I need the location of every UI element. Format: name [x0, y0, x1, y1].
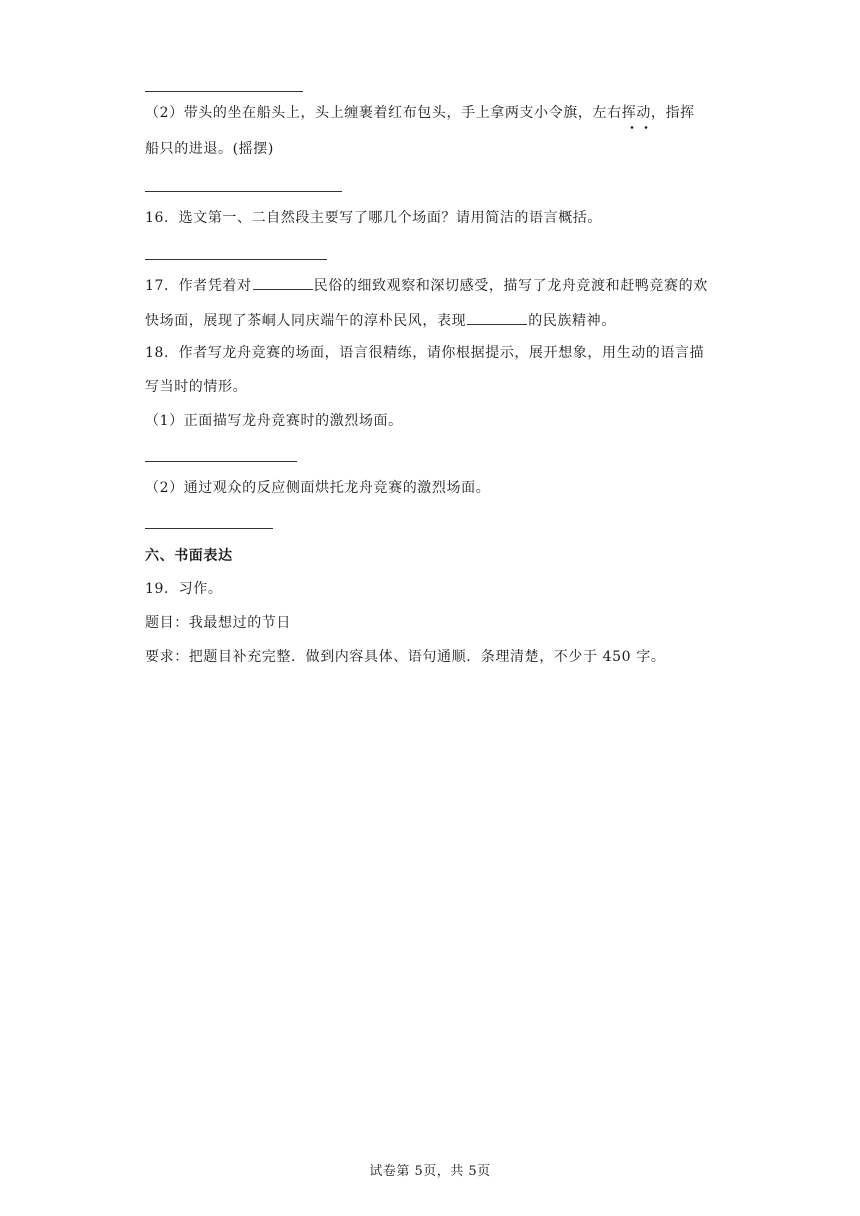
q17-line1-part2: 民俗的细致观察和深切感受，描写了龙舟竞渡和赶鸭竞赛的欢 [313, 278, 708, 294]
q17-line2-part2: 的民族精神。 [528, 313, 616, 329]
q19-line3: 要求：把题目补充完整．做到内容具体、语句通顺．条理清楚，不少于 450 字。 [145, 649, 666, 665]
q18-item2: （2）通过观众的反应侧面烘托龙舟竞赛的激烈场面。 [145, 480, 491, 496]
q15-item2-line2: 船只的进退。(摇摆) [145, 141, 274, 157]
q16-question: 16．选文第一、二自然段主要写了哪几个场面？请用简洁的语言概括。 [145, 210, 603, 226]
q15-item2-suffix: ，指挥 [650, 105, 695, 121]
answer-line [145, 91, 303, 92]
fill-blank [467, 310, 527, 325]
section-title: 六、书面表达 [145, 548, 233, 564]
q17-line2-part1: 快场面，展现了茶峒人同庆端午的淳朴民风，表现 [145, 313, 467, 329]
q18-line1: 18．作者写龙舟竞赛的场面，语言很精练，请你根据提示，展开想象，用生动的语言描 [145, 345, 705, 361]
q17-line1-part1: 17．作者凭着对 [145, 278, 252, 294]
answer-line [145, 259, 327, 260]
q17-line1 [145, 275, 708, 296]
q17-line2 [145, 310, 616, 331]
fill-blank [253, 275, 313, 290]
answer-line [145, 191, 342, 192]
q15-item2-line1 [145, 103, 695, 123]
q18-line2: 写当时的情形。 [145, 379, 248, 395]
q19-line1: 19．习作。 [145, 581, 223, 597]
q15-item2-dotted-word: 挥动 [621, 105, 651, 121]
page-footer: 试卷第 5页，共 5页 [369, 1164, 491, 1179]
answer-line [145, 461, 297, 462]
q19-line2: 题目：我最想过的节日 [145, 615, 291, 631]
q18-item1: （1）正面描写龙舟竞赛时的激烈场面。 [145, 413, 403, 429]
q15-item2-prefix: （2）带头的坐在船头上，头上缠裹着红布包头，手上拿两支小令旗，左右 [145, 105, 622, 121]
answer-line [145, 528, 273, 529]
